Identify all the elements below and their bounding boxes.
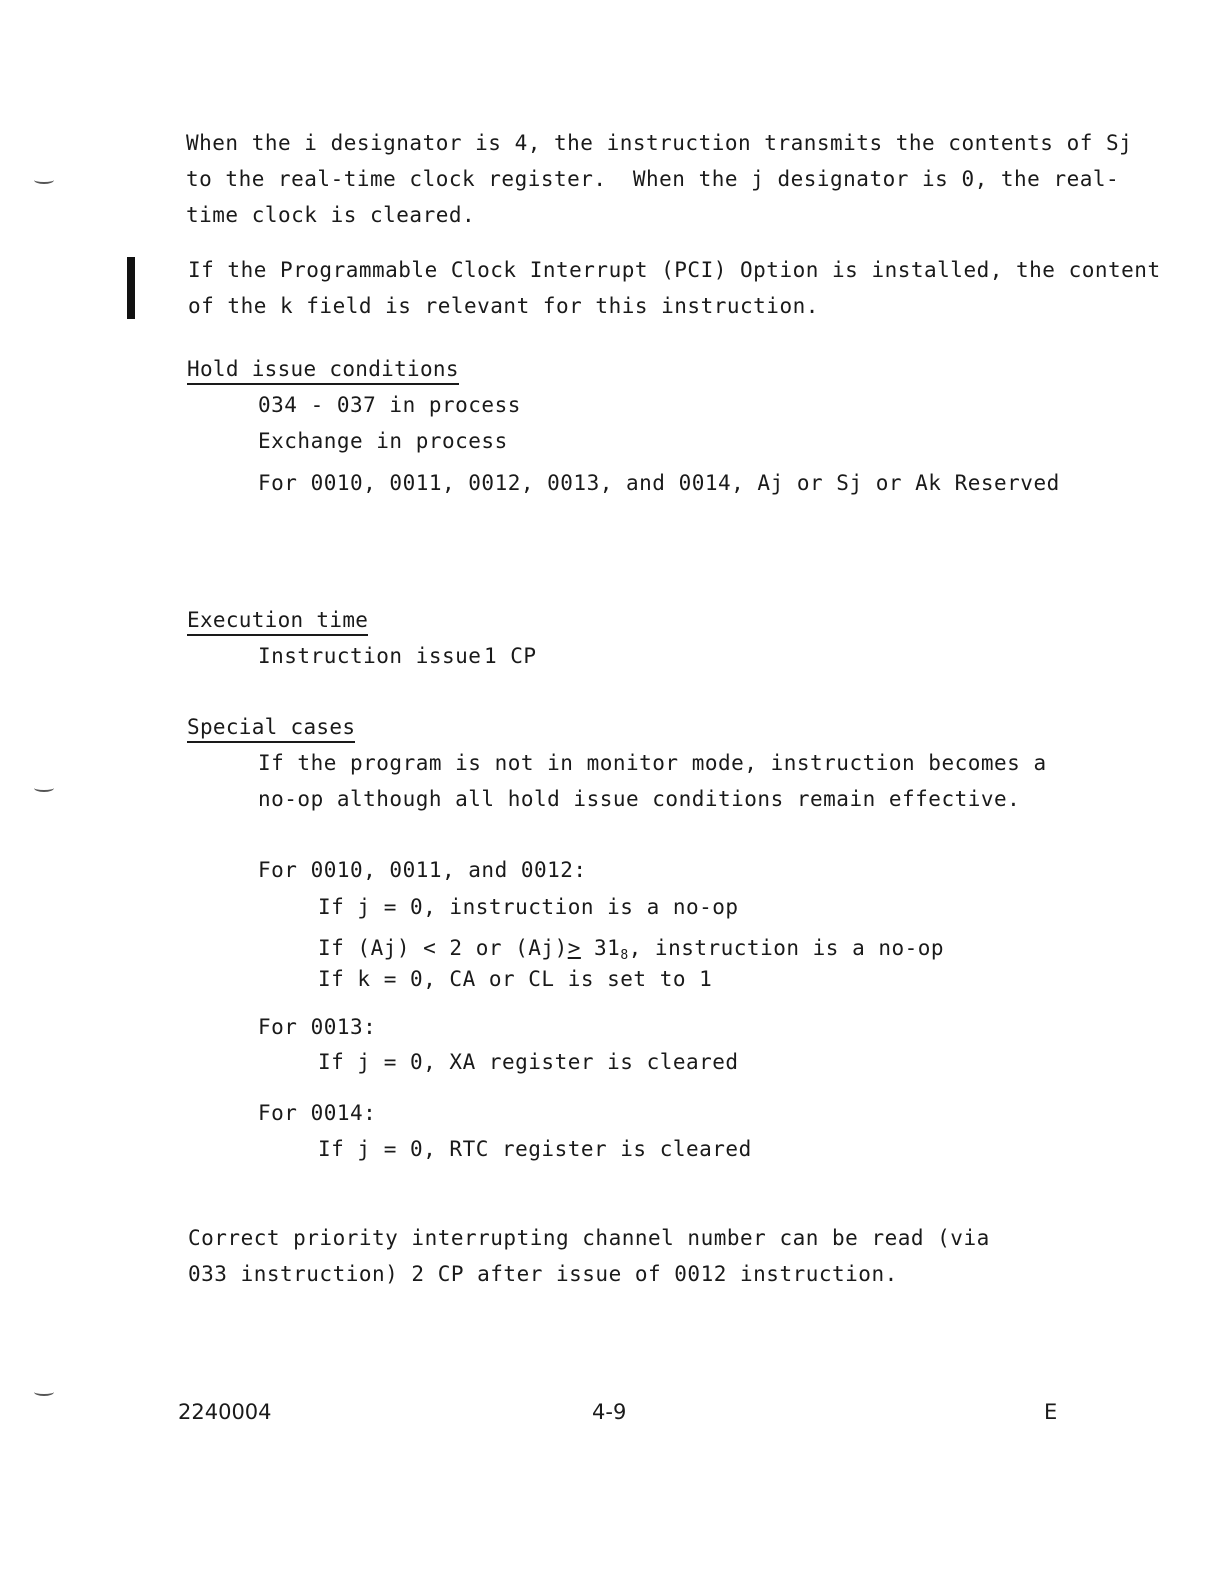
special-case-item: If j = 0, instruction is a no-op [318,895,739,919]
execution-time-heading: Execution time [187,607,368,636]
intro-line: to the real-time clock register. When the j designator is 0, the real- [186,167,1120,191]
hold-issue-item: For 0010, 0011, 0012, 0013, and 0014, Aj or Sj or Ak Reserved [258,471,1060,495]
greater-equal-symbol: > [567,936,581,960]
change-bar [127,257,135,319]
special-case-item [318,935,944,965]
special-case-item: If j = 0, XA register is cleared [318,1050,739,1074]
intro-line: If the Programmable Clock Interrupt (PCI) Option is installed, the content [188,258,1161,282]
revision-letter: E [1044,1400,1058,1424]
document-number: 2240004 [178,1400,272,1424]
hold-issue-heading: Hold issue conditions [187,356,459,385]
closing-line: 033 instruction) 2 CP after issue of 0012 instruction. [188,1262,898,1286]
hold-issue-item: Exchange in process [258,429,508,453]
margin-mark [34,784,54,792]
special-case-group-title: For 0013: [258,1015,377,1039]
intro-line: time clock is cleared. [186,203,476,227]
margin-mark [34,1388,54,1396]
octal-subscript: 8 [620,948,629,963]
special-case-text: If (Aj) < 2 or (Aj) [318,936,568,960]
special-cases-intro: no-op although all hold issue conditions remain effective. [258,787,1021,811]
special-case-group-title: For 0010, 0011, and 0012: [258,858,587,882]
special-cases-intro: If the program is not in monitor mode, instruction becomes a [258,751,1047,775]
special-case-item: If k = 0, CA or CL is set to 1 [318,967,713,991]
execution-time-label: Instruction issue [258,644,482,668]
closing-line: Correct priority interrupting channel number can be read (via [188,1226,990,1250]
intro-line: When the i designator is 4, the instruction transmits the contents of Sj [186,131,1133,155]
special-case-text: 31 [580,936,621,960]
special-cases-heading: Special cases [187,714,355,743]
margin-mark [34,176,54,184]
special-case-text: , instruction is a no-op [628,936,945,960]
special-case-group-title: For 0014: [258,1101,377,1125]
page-number: 4-9 [592,1400,627,1424]
special-case-item: If j = 0, RTC register is cleared [318,1137,752,1161]
execution-time-value: 1 CP [484,644,537,668]
hold-issue-item: 034 - 037 in process [258,393,521,417]
intro-line: of the k field is relevant for this instruction. [188,294,819,318]
